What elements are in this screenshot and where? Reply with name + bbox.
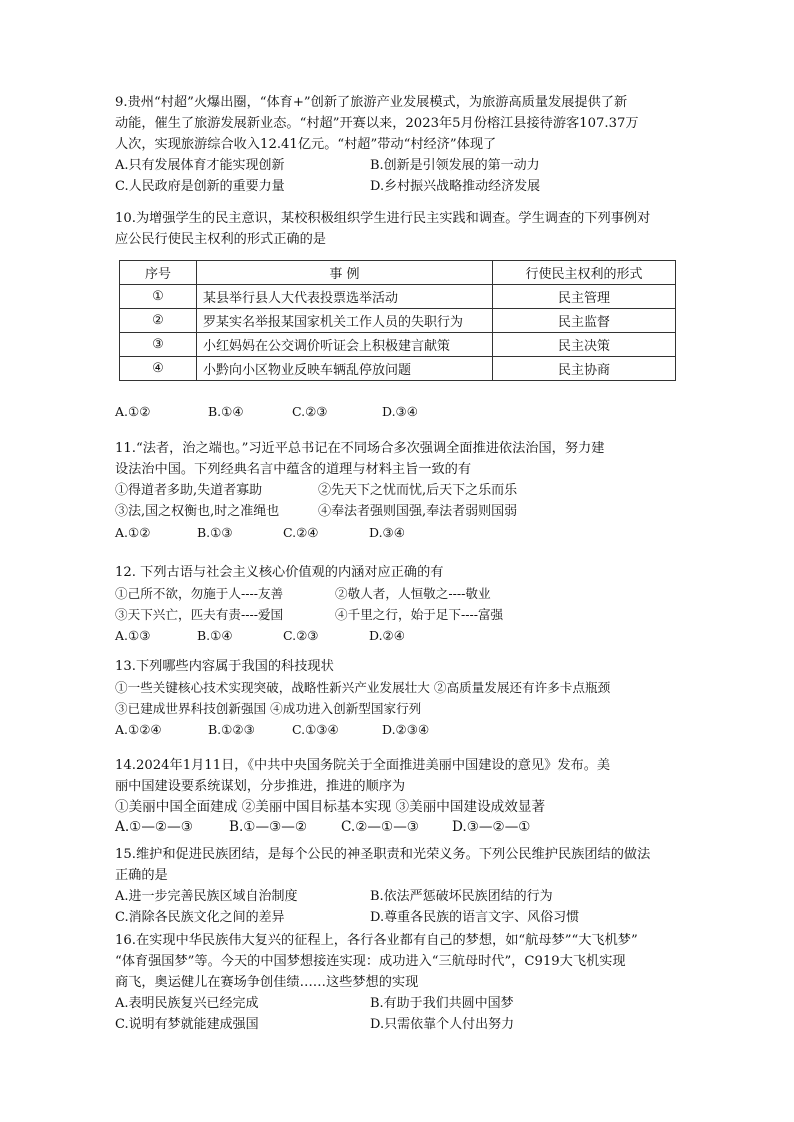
option-d[interactable]: D.③④ bbox=[382, 404, 418, 419]
option-a[interactable]: A.只有发展体育才能实现创新 bbox=[115, 158, 285, 173]
option-d[interactable]: D.尊重各民族的语言文字、风俗习惯 bbox=[370, 910, 580, 925]
table-cell: ① bbox=[120, 285, 197, 309]
option-c[interactable]: C.②③ bbox=[283, 628, 319, 643]
option-d[interactable]: D.②③④ bbox=[382, 722, 430, 737]
question-14-options-row bbox=[115, 817, 685, 837]
table-row bbox=[120, 357, 676, 381]
question-11-options-row bbox=[115, 522, 685, 543]
question-12 bbox=[115, 562, 685, 646]
option-c[interactable]: C.②④ bbox=[283, 525, 319, 540]
option-a[interactable]: A.①②④ bbox=[115, 722, 162, 737]
question-10 bbox=[115, 208, 685, 422]
question-10-options-row bbox=[115, 401, 685, 422]
option-a[interactable]: A.表明民族复兴已经完成 bbox=[115, 996, 259, 1011]
question-9-text-line: 动能，催生了旅游发展新业态。“村超”开赛以来，2023年5月份榕江县接待游客107.37万 bbox=[115, 116, 639, 131]
table-cell: 民主协商 bbox=[493, 357, 676, 381]
question-16-text-line: 商飞，奥运健儿在赛场争创佳绩……这些梦想的实现 bbox=[115, 975, 419, 990]
question-9 bbox=[115, 92, 685, 197]
table-row bbox=[120, 309, 676, 333]
question-13-text-line: 13.下列哪些内容属于我国的科技现状 bbox=[115, 659, 334, 674]
question-13-items-line: ①一些关键核心技术实现突破，战略性新兴产业发展壮大 ②高质量发展还有许多卡点瓶颈 bbox=[115, 680, 611, 695]
statement-1: ①得道者多助,失道者寡助 bbox=[115, 483, 263, 498]
question-13 bbox=[115, 656, 685, 740]
option-d[interactable]: D.③④ bbox=[369, 525, 405, 540]
question-11-text-line: 设法治中国。下列经典名言中蕴含的道理与材料主旨一致的有 bbox=[115, 462, 472, 477]
question-11-items-row bbox=[115, 501, 685, 522]
option-b[interactable]: B.①④ bbox=[208, 404, 244, 419]
question-11-items-row bbox=[115, 480, 685, 501]
question-15-options-row bbox=[115, 886, 685, 907]
option-d[interactable]: D.只需依靠个人付出努力 bbox=[370, 1017, 515, 1032]
question-9-options-row bbox=[115, 176, 685, 197]
option-d[interactable]: D.②④ bbox=[369, 628, 405, 643]
option-a[interactable]: A.①—②—③ bbox=[115, 819, 193, 835]
question-14-items-line: ①美丽中国全面建成 ②美丽中国目标基本实现 ③美丽中国建设成效显著 bbox=[115, 799, 546, 815]
option-b[interactable]: B.①③ bbox=[197, 525, 233, 540]
option-c[interactable]: C.②③ bbox=[292, 404, 328, 419]
option-d[interactable]: D.乡村振兴战略推动经济发展 bbox=[370, 179, 541, 194]
statement-2: ②敬人者，人恒敬之----敬业 bbox=[335, 586, 491, 601]
table-row bbox=[120, 285, 676, 309]
question-9-text-line: 9.贵州“村超”火爆出圈，“体育+”创新了旅游产业发展模式，为旅游高质量发展提供了新 bbox=[115, 95, 628, 110]
table-cell: 罗某实名举报某国家机关工作人员的失职行为 bbox=[197, 309, 493, 333]
table-cell: 小红妈妈在公交调价听证会上积极建言献策 bbox=[197, 333, 493, 357]
statement-4: ④奉法者强则国强,奉法者弱则国弱 bbox=[318, 504, 518, 519]
question-13-options-row bbox=[115, 719, 685, 740]
table-cell: 民主监督 bbox=[493, 309, 676, 333]
statement-2: ②先天下之忧而忧,后天下之乐而乐 bbox=[318, 483, 518, 498]
option-a[interactable]: A.①③ bbox=[115, 628, 151, 643]
option-b[interactable]: B.①—③—② bbox=[229, 819, 308, 835]
option-b[interactable]: B.①②③ bbox=[208, 722, 255, 737]
question-12-text-line: 12. 下列古语与社会主义核心价值观的内涵对应正确的有 bbox=[115, 565, 444, 580]
question-16-options-row bbox=[115, 993, 685, 1014]
question-10-text-line: 应公民行使民主权利的形式正确的是 bbox=[115, 232, 326, 247]
question-11 bbox=[115, 438, 685, 543]
question-15-options-row bbox=[115, 907, 685, 928]
option-c[interactable]: C.消除各民族文化之间的差异 bbox=[115, 910, 285, 925]
table-cell: ② bbox=[120, 309, 197, 333]
question-9-options-row bbox=[115, 155, 685, 176]
question-14-text-line: 14.2024年1月11日，《中共中央国务院关于全面推进美丽中国建设的意见》发布。美 bbox=[115, 758, 611, 773]
option-b[interactable]: B.①④ bbox=[197, 628, 233, 643]
table-header-cell: 行使民主权利的形式 bbox=[493, 261, 676, 285]
question-16 bbox=[115, 930, 685, 1035]
question-16-options-row bbox=[115, 1014, 685, 1035]
table-header-cell: 序号 bbox=[120, 261, 197, 285]
statement-1: ①己所不欲，勿施于人----友善 bbox=[115, 586, 284, 601]
question-13-items-line: ③已建成世界科技创新强国 ④成功进入创新型国家行列 bbox=[115, 701, 422, 716]
question-16-text-line: 16.在实现中华民族伟大复兴的征程上，各行各业都有自己的梦想，如“航母梦”“大飞机梦” bbox=[115, 933, 638, 948]
option-c[interactable]: C.①③④ bbox=[292, 722, 339, 737]
statement-3: ③天下兴亡，匹夫有责----爱国 bbox=[115, 607, 284, 622]
democratic-rights-table bbox=[119, 260, 676, 381]
table-cell: ③ bbox=[120, 333, 197, 357]
table-row bbox=[120, 333, 676, 357]
question-12-items-row bbox=[115, 583, 685, 604]
table-cell: 某县举行县人大代表投票选举活动 bbox=[197, 285, 493, 309]
statement-4: ④千里之行，始于足下----富强 bbox=[335, 607, 504, 622]
question-14-text-line: 丽中国建设要系统谋划，分步推进，推进的顺序为 bbox=[115, 779, 406, 794]
option-b[interactable]: B.创新是引领发展的第一动力 bbox=[370, 158, 540, 173]
question-15 bbox=[115, 844, 685, 928]
question-12-options-row bbox=[115, 625, 685, 646]
option-a[interactable]: A.①② bbox=[115, 404, 151, 419]
option-a[interactable]: A.进一步完善民族区域自治制度 bbox=[115, 889, 298, 904]
option-b[interactable]: B.有助于我们共圆中国梦 bbox=[370, 996, 514, 1011]
question-11-text-line: 11.“法者，治之端也。”习近平总书记在不同场合多次强调全面推进依法治国，努力建 bbox=[115, 441, 605, 456]
question-12-items-row bbox=[115, 604, 685, 625]
statement-3: ③法,国之权衡也,时之准绳也 bbox=[115, 504, 280, 519]
table-cell: ④ bbox=[120, 357, 197, 381]
question-15-text-line: 正确的是 bbox=[115, 868, 168, 883]
option-a[interactable]: A.①② bbox=[115, 525, 151, 540]
option-d[interactable]: D.③—②—① bbox=[452, 819, 531, 835]
table-header-cell: 事 例 bbox=[197, 261, 493, 285]
table-cell: 民主管理 bbox=[493, 285, 676, 309]
question-9-text-line: 人次，实现旅游综合收入12.41亿元。“村超”带动“村经济”体现了 bbox=[115, 137, 497, 152]
question-16-text-line: “体育强国梦”等。今天的中国梦想接连实现：成功进入“三航母时代”，C919大飞机实现 bbox=[115, 954, 626, 969]
option-c[interactable]: C.说明有梦就能建成强国 bbox=[115, 1017, 259, 1032]
option-c[interactable]: C.②—①—③ bbox=[341, 819, 419, 835]
table-cell: 民主决策 bbox=[493, 333, 676, 357]
question-14 bbox=[115, 755, 685, 837]
table-header-row bbox=[120, 261, 676, 285]
question-15-text-line: 15.维护和促进民族团结，是每个公民的神圣职责和光荣义务。下列公民维护民族团结的做法 bbox=[115, 847, 651, 862]
option-b[interactable]: B.依法严惩破坏民族团结的行为 bbox=[370, 889, 553, 904]
question-10-text-line: 10.为增强学生的民主意识，某校积极组织学生进行民主实践和调查。学生调查的下列事例对 bbox=[115, 211, 651, 226]
option-c[interactable]: C.人民政府是创新的重要力量 bbox=[115, 179, 285, 194]
table-cell: 小黔向小区物业反映车辆乱停放问题 bbox=[197, 357, 493, 381]
